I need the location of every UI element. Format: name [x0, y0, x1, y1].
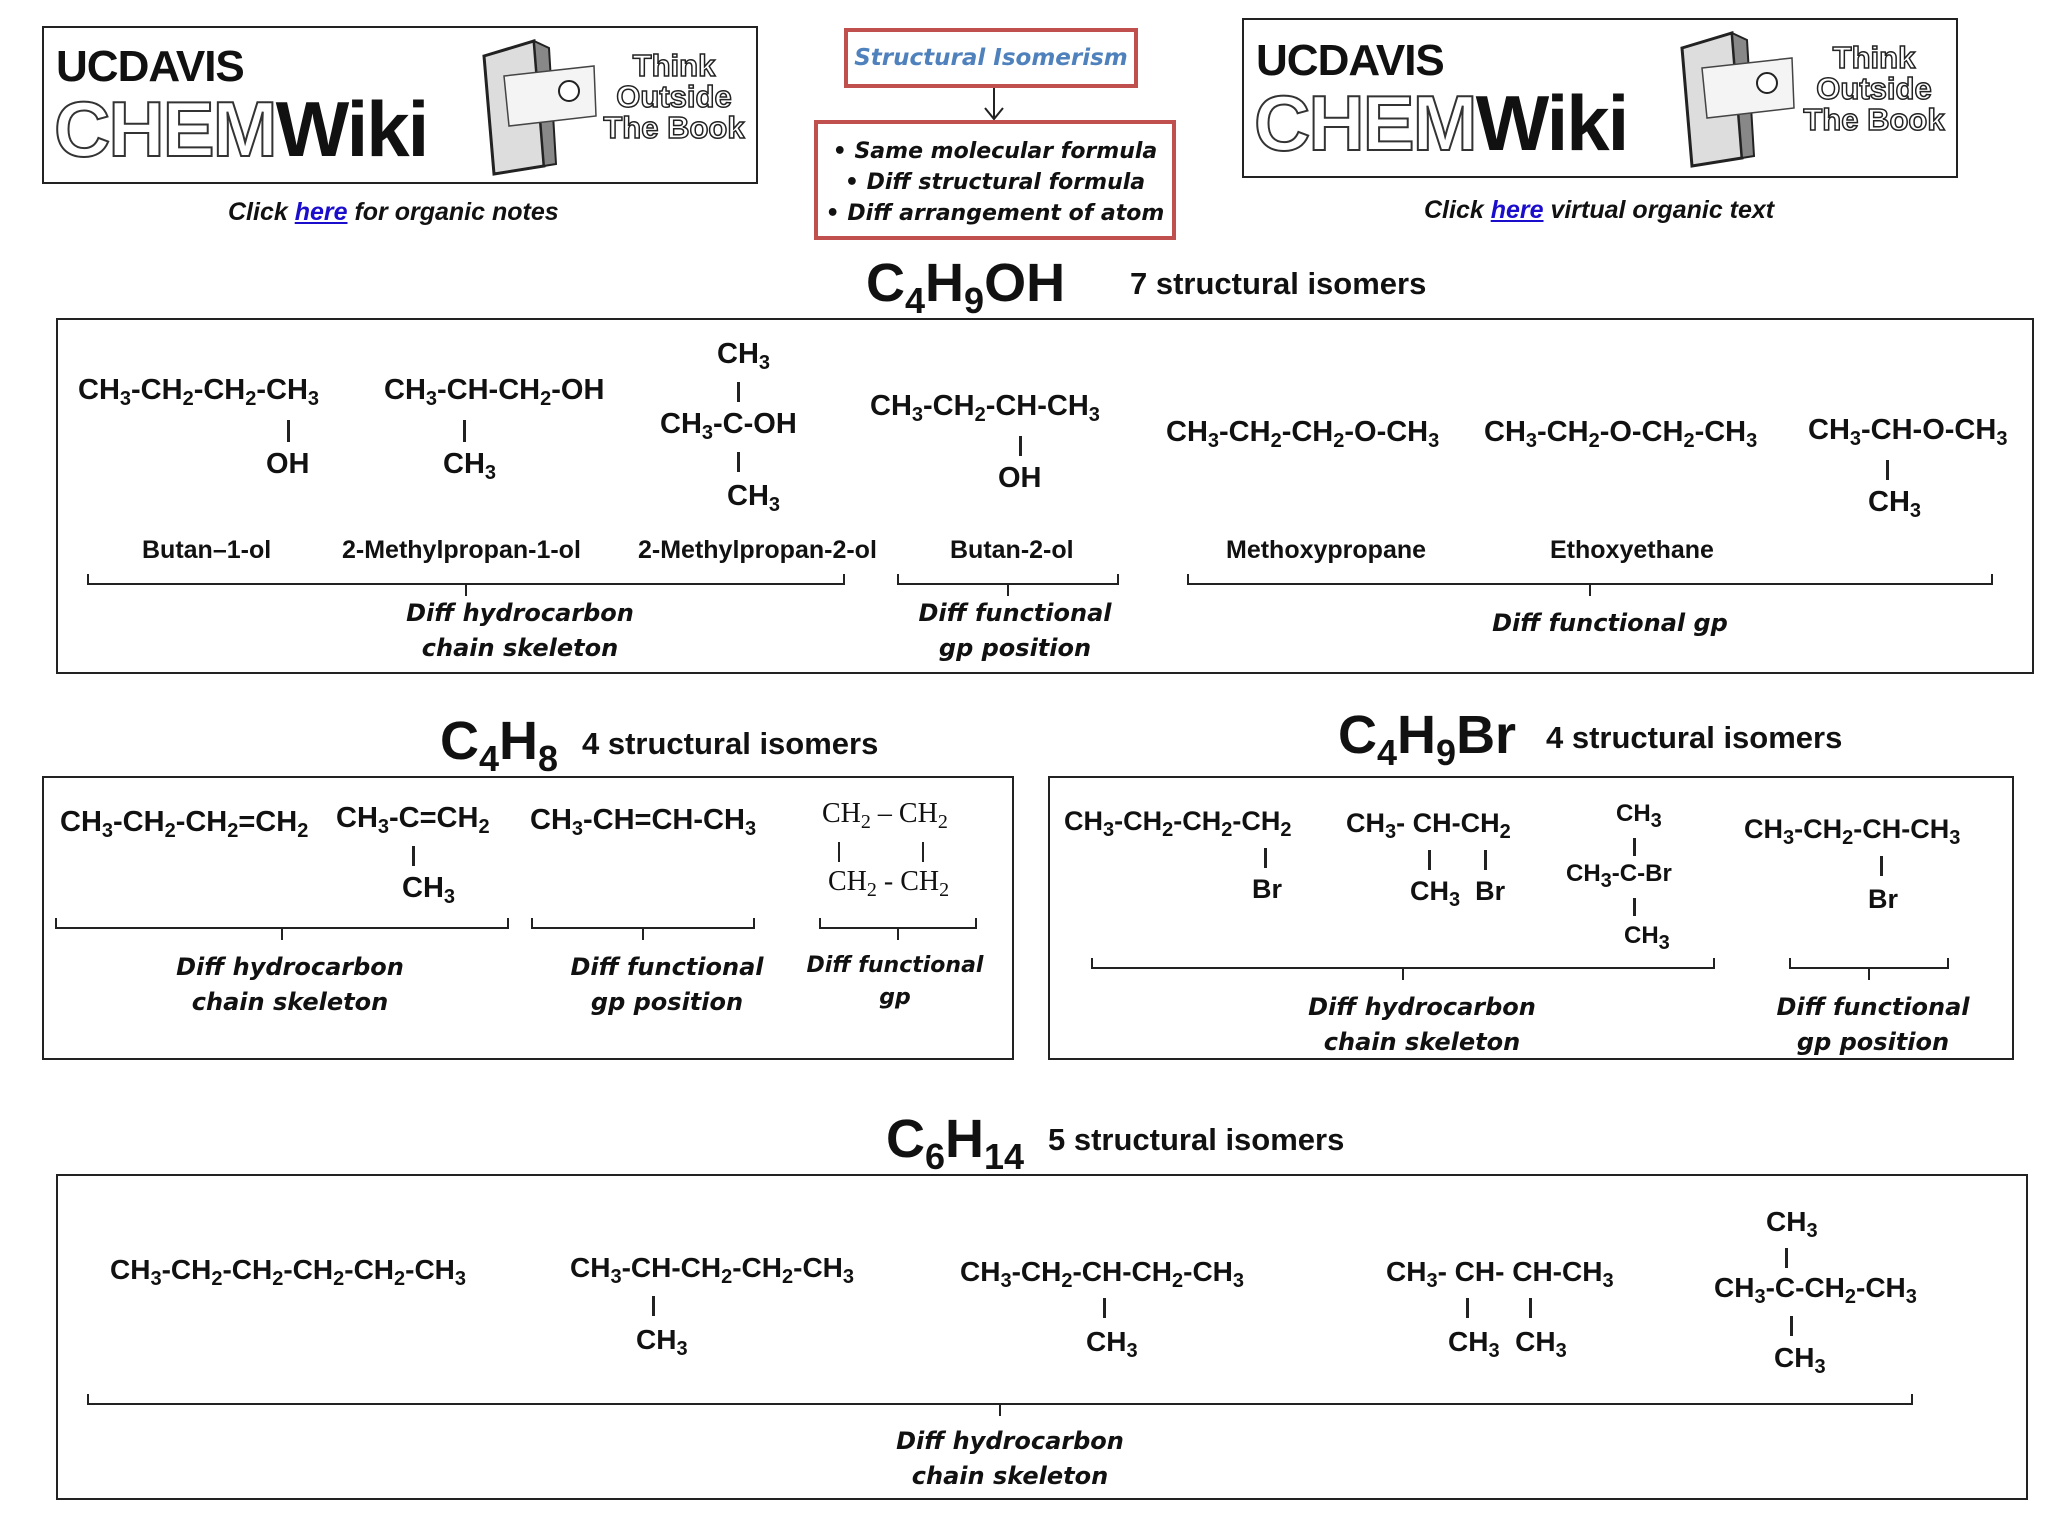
bond — [737, 382, 740, 402]
substituent-oh: OH — [998, 462, 1042, 494]
chemwiki-wordmark: CHEMWiki — [1254, 79, 1628, 167]
bond — [1484, 850, 1487, 870]
bond — [1886, 460, 1889, 480]
isomer-cyclobutane-bottom: $CH_2 - CH_2$ — [828, 866, 950, 901]
bond — [1790, 1316, 1793, 1336]
bond — [737, 452, 740, 472]
structural-isomerism-title-box — [844, 28, 1138, 88]
substituent-ch3-br: $CH_3$ Br — [1410, 876, 1506, 911]
note-functional-gp: Diff functional gp — [806, 953, 984, 1010]
book-icon — [1672, 28, 1802, 168]
substituent-ch3: $CH_3$ — [1624, 922, 1670, 954]
bond — [838, 842, 840, 862]
isomer-2-bromobutane: $CH_3-CH_2-CH-CH_3$ — [1744, 814, 1961, 849]
bond — [922, 842, 924, 862]
note-chain-skeleton: Diff hydrocarbon chain skeleton — [406, 599, 634, 662]
chemwiki-wordmark: CHEMWiki — [54, 85, 428, 173]
substituent-br: Br — [1252, 874, 1283, 904]
isomer-1-bromo-2-methylpropane: $CH_3-$ $CH-CH_2$ — [1346, 808, 1511, 843]
isomer-2-bromo-2-methylpropane: $CH_3-C-Br$ — [1566, 860, 1672, 892]
ucdavis-wordmark: UCDAVIS — [56, 42, 244, 91]
isomer-butan-2-ol: $CH_3-CH_2-CH-CH_3$ — [870, 390, 1100, 426]
substituent-ch3: $CH_3$ — [636, 1324, 688, 1360]
c6h14-formula: $C_6H_{14}$ — [886, 1109, 1025, 1177]
name-methoxypropane: Methoxypropane — [1226, 536, 1427, 564]
brace-chain-skeleton — [1090, 958, 1716, 982]
brace-position — [1788, 958, 1950, 982]
isomer-2-methylpentane: $CH_3-CH-CH_2-CH_2-CH_3$ — [570, 1252, 855, 1288]
isomer-3-methylpentane: $CH_3-CH_2-CH-CH_2-CH_3$ — [960, 1256, 1245, 1292]
bond — [463, 420, 466, 442]
substituent-ch3: $CH_3$ — [717, 338, 771, 374]
structural-isomerism-title: Structural Isomerism — [854, 45, 1128, 71]
note-chain-skeleton: Diff hydrocarbon chain skeleton — [896, 1427, 1124, 1490]
brace-chain-skeleton — [54, 918, 510, 942]
isomer-but-1-ene: $CH_3-CH_2-CH_2=CH_2$ — [60, 806, 309, 842]
definition-point: • Diff structural formula — [844, 170, 1146, 195]
bond — [1264, 848, 1267, 868]
bond — [1428, 850, 1431, 870]
brace-functional-gp — [1186, 574, 1994, 598]
bond — [1466, 1298, 1469, 1318]
bond — [287, 420, 290, 442]
down-arrow-icon — [982, 88, 1006, 122]
c6h14-isomer-count: 5 structural isomers — [1048, 1122, 1345, 1157]
note-chain-skeleton: Diff hydrocarbon chain skeleton — [176, 953, 404, 1016]
organic-notes-link[interactable]: here — [294, 198, 348, 226]
c4h8-formula: $C_4H_8$ — [440, 711, 559, 779]
brace-chain-skeleton — [86, 574, 846, 598]
isomer-methoxy-isopropane: $CH_3-CH-O-CH_3$ — [1808, 414, 2008, 450]
think-outside-text: Think Outside The Book — [1803, 40, 1945, 137]
isomer-but-2-ene: $CH_3-CH=CH-CH_3$ — [530, 804, 757, 840]
brace-functional-gp — [818, 918, 978, 942]
isomer-methoxypropane: $CH_3-CH_2-CH_2-O-CH_3$ — [1166, 416, 1440, 452]
think-outside-text: Think Outside The Book — [603, 48, 745, 145]
isomer-butan-1-ol: $CH_3-CH_2-CH_2-CH_3$ — [78, 374, 320, 410]
substituent-ch3: $CH_3$ — [443, 448, 497, 484]
substituent-br: Br — [1868, 884, 1899, 914]
substituent-ch3: $CH_3$ — [1774, 1342, 1826, 1378]
ucdavis-wordmark: UCDAVIS — [1256, 36, 1444, 85]
definition-point: • Diff arrangement of atom — [825, 201, 1165, 226]
bond — [1103, 1298, 1106, 1318]
substituent-ch3: $CH_3$ — [1086, 1326, 1138, 1362]
c4h9br-isomer-count: 4 structural isomers — [1546, 720, 1843, 755]
name-butan-2-ol: Butan-2-ol — [950, 536, 1074, 564]
substituent-ch3: $CH_3$ — [402, 872, 456, 908]
isomer-2-methylpropan-2-ol: $CH_3-C-OH$ — [660, 408, 797, 444]
isomer-2-methylpropan-1-ol: $CH_3-CH-CH_2-OH$ — [384, 374, 605, 410]
chemwiki-logo-left[interactable] — [42, 26, 758, 184]
isomer-2-2-dimethylbutane: $CH_3-C-CH_2-CH_3$ — [1714, 1272, 1917, 1308]
note-functional-position: Diff functional gp position — [918, 599, 1112, 662]
substituent-ch3: $CH_3$ — [1766, 1206, 1818, 1242]
brace-position — [896, 574, 1120, 598]
isomer-1-bromobutane: $CH_3-CH_2-CH_2-CH_2$ — [1064, 806, 1292, 841]
c4h8-isomer-count: 4 structural isomers — [582, 726, 879, 761]
note-functional-position: Diff functional gp position — [570, 953, 764, 1016]
name-butan-1-ol: Butan–1-ol — [142, 536, 272, 564]
isomer-cyclobutane-top: $CH_2 - CH_2$ — [822, 798, 948, 833]
bond — [1633, 838, 1636, 856]
bond — [1785, 1248, 1788, 1268]
isomer-ethoxyethane: $CH_3-CH_2-O-CH_2-CH_3$ — [1484, 416, 1758, 452]
isomerism-definition-box — [814, 120, 1176, 240]
brace-chain-skeleton — [86, 1394, 1914, 1418]
c4h9br-formula: $C_4H_9Br$ — [1338, 705, 1517, 773]
bond — [412, 846, 415, 866]
bond — [1880, 856, 1883, 876]
c4h9oh-isomer-count: 7 structural isomers — [1130, 266, 1427, 301]
name-ethoxyethane: Ethoxyethane — [1550, 536, 1714, 564]
substituent-ch3: $CH_3$ — [1616, 800, 1662, 832]
c4h9oh-formula: $C_4H_9OH$ — [866, 253, 1066, 321]
brace-position — [530, 918, 756, 942]
bond — [1529, 1298, 1532, 1318]
note-chain-skeleton: Diff hydrocarbon chain skeleton — [1308, 993, 1536, 1056]
organic-notes-link-row: Click here for organic notes — [228, 198, 559, 226]
bond — [1633, 898, 1636, 916]
note-functional-position: Diff functional gp position — [1776, 993, 1970, 1056]
name-2-methylpropan-2-ol: 2-Methylpropan-2-ol — [638, 536, 877, 564]
name-2-methylpropan-1-ol: 2-Methylpropan-1-ol — [342, 536, 581, 564]
note-functional-gp: Diff functional gp — [1492, 609, 1728, 637]
bond — [1019, 436, 1022, 456]
substituent-ch3-ch3: $CH_3$ $CH_3$ — [1448, 1326, 1567, 1362]
virtual-text-link[interactable]: here — [1490, 196, 1544, 224]
definition-point: • Same molecular formula — [832, 139, 1158, 164]
isomer-methylpropene: $CH_3-C=CH_2$ — [336, 802, 490, 838]
substituent-oh: OH — [266, 448, 310, 480]
substituent-ch3: $CH_3$ — [1868, 486, 1922, 522]
virtual-text-link-row: Click here virtual organic text — [1424, 196, 1775, 224]
chemwiki-logo-right[interactable] — [1242, 18, 1958, 178]
substituent-ch3: $CH_3$ — [727, 480, 781, 516]
bond — [652, 1296, 655, 1316]
book-icon — [474, 36, 604, 176]
isomer-2-3-dimethylbutane: $CH_3-$ CH- $CH-CH_3$ — [1386, 1256, 1614, 1292]
isomer-hexane: $CH_3-CH_2-CH_2-CH_2-CH_2-CH_3$ — [110, 1254, 467, 1290]
